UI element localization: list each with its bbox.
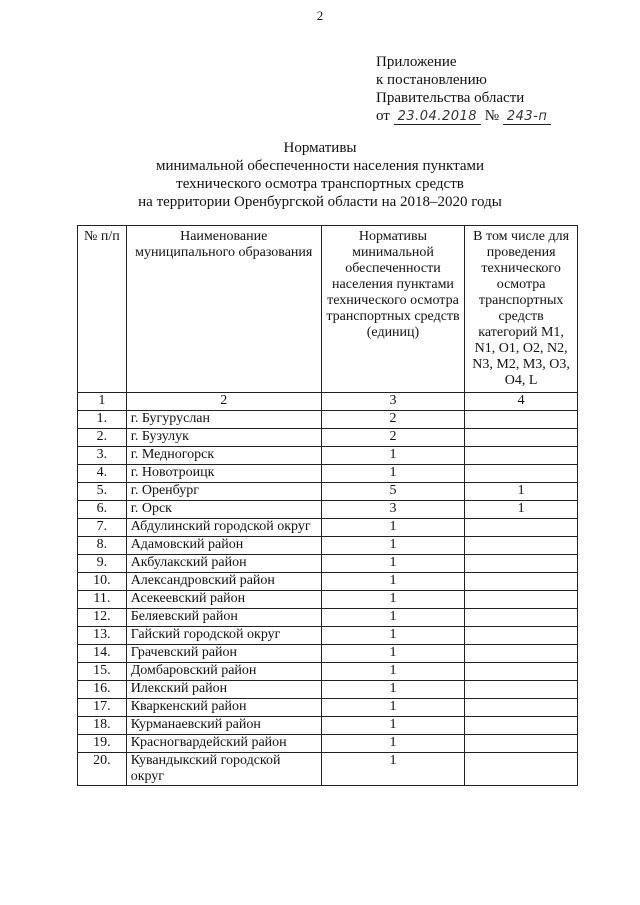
municipality-name: г. Новотроицк [126, 465, 321, 483]
handwritten-number: 243-п [503, 109, 552, 125]
table-row [78, 555, 578, 573]
table-row [78, 663, 578, 681]
included-value [465, 753, 578, 786]
row-number: 2. [78, 429, 127, 447]
municipality-name: Александровский район [126, 573, 321, 591]
municipality-name: Гайский городской округ [126, 627, 321, 645]
row-number: 9. [78, 555, 127, 573]
document-title [0, 139, 640, 211]
municipality-name: Курманаевский район [126, 717, 321, 735]
included-value [465, 663, 578, 681]
table-row [78, 537, 578, 555]
norm-value: 1 [321, 645, 464, 663]
row-number: 20. [78, 753, 127, 786]
row-number: 19. [78, 735, 127, 753]
table-row [78, 429, 578, 447]
municipality-name: Кувандыкский городской округ [126, 753, 321, 786]
table-row [78, 681, 578, 699]
municipality-name: г. Медногорск [126, 447, 321, 465]
appendix-line-1: Приложение [376, 54, 457, 70]
appendix-line-3: Правительства области [376, 90, 525, 106]
column-number: 1 [78, 393, 127, 411]
municipality-name: Красногвардейский район [126, 735, 321, 753]
table-row [78, 753, 578, 786]
title-line-4: на территории Оренбургской области на 2018–2020 годы [138, 194, 502, 210]
header-including: В том числе для проведения технического осмотра транспортных средств категорий M1, N1, O1, O2, N2, N3, M2, M3, O3, O4, L [465, 226, 578, 393]
included-value [465, 429, 578, 447]
norm-value: 1 [321, 681, 464, 699]
table-row [78, 465, 578, 483]
row-number: 5. [78, 483, 127, 501]
norm-value: 1 [321, 465, 464, 483]
municipality-name: г. Оренбург [126, 483, 321, 501]
column-number-row [78, 393, 578, 411]
norm-value: 1 [321, 519, 464, 537]
table-row [78, 627, 578, 645]
included-value [465, 555, 578, 573]
column-number: 2 [126, 393, 321, 411]
included-value: 1 [465, 501, 578, 519]
table-row [78, 735, 578, 753]
included-value [465, 717, 578, 735]
row-number: 1. [78, 411, 127, 429]
title-line-1: Нормативы [283, 140, 357, 156]
row-number: 15. [78, 663, 127, 681]
norm-value: 1 [321, 573, 464, 591]
norm-value: 2 [321, 411, 464, 429]
included-value [465, 411, 578, 429]
municipality-name: г. Бузулук [126, 429, 321, 447]
table-row [78, 411, 578, 429]
row-number: 10. [78, 573, 127, 591]
row-number: 17. [78, 699, 127, 717]
column-number: 3 [321, 393, 464, 411]
included-value [465, 627, 578, 645]
municipality-name: г. Орск [126, 501, 321, 519]
row-number: 3. [78, 447, 127, 465]
table-row [78, 573, 578, 591]
norm-value: 2 [321, 429, 464, 447]
included-value [465, 519, 578, 537]
municipality-name: Домбаровский район [126, 663, 321, 681]
included-value [465, 645, 578, 663]
row-number: 11. [78, 591, 127, 609]
norm-value: 1 [321, 663, 464, 681]
norm-value: 3 [321, 501, 464, 519]
table-row [78, 501, 578, 519]
row-number: 7. [78, 519, 127, 537]
municipality-name: Акбулакский район [126, 555, 321, 573]
header-name: Наименование муниципального образования [126, 226, 321, 393]
column-number: 4 [465, 393, 578, 411]
number-sign: № [484, 108, 500, 124]
norm-value: 1 [321, 537, 464, 555]
header-number: № п/п [78, 226, 127, 393]
table-row [78, 519, 578, 537]
municipality-name: Беляевский район [126, 609, 321, 627]
norm-value: 1 [321, 699, 464, 717]
norm-value: 1 [321, 735, 464, 753]
included-value [465, 465, 578, 483]
norm-value: 1 [321, 753, 464, 786]
included-value: 1 [465, 483, 578, 501]
table-row [78, 645, 578, 663]
row-number: 8. [78, 537, 127, 555]
municipality-name: Асекеевский район [126, 591, 321, 609]
table-header-row [78, 226, 578, 393]
norm-value: 5 [321, 483, 464, 501]
appendix-block [376, 53, 551, 126]
row-number: 12. [78, 609, 127, 627]
included-value [465, 681, 578, 699]
handwritten-date: 23.04.2018 [394, 109, 481, 125]
included-value [465, 573, 578, 591]
row-number: 18. [78, 717, 127, 735]
included-value [465, 447, 578, 465]
table-row [78, 699, 578, 717]
title-line-2: минимальной обеспеченности населения пунктами [155, 158, 485, 174]
municipality-name: Абдулинский городской округ [126, 519, 321, 537]
municipality-name: Илекский район [126, 681, 321, 699]
table-row [78, 591, 578, 609]
date-prefix: от [376, 108, 390, 124]
norm-value: 1 [321, 717, 464, 735]
appendix-line-2: к постановлению [376, 72, 487, 88]
norm-value: 1 [321, 591, 464, 609]
page-number: 2 [316, 8, 324, 23]
row-number: 4. [78, 465, 127, 483]
included-value [465, 609, 578, 627]
appendix-date-line [376, 107, 551, 126]
table-row [78, 717, 578, 735]
norm-value: 1 [321, 555, 464, 573]
row-number: 6. [78, 501, 127, 519]
row-number: 14. [78, 645, 127, 663]
table-row [78, 609, 578, 627]
included-value [465, 699, 578, 717]
norm-value: 1 [321, 609, 464, 627]
title-line-3: технического осмотра транспортных средств [176, 176, 464, 192]
municipality-name: Кваркенский район [126, 699, 321, 717]
included-value [465, 735, 578, 753]
municipality-name: г. Бугуруслан [126, 411, 321, 429]
included-value [465, 591, 578, 609]
header-norm: Нормативы минимальной обеспеченности населения пунктами технического осмотра транспортных средств (единиц) [321, 226, 464, 393]
row-number: 16. [78, 681, 127, 699]
municipality-name: Адамовский район [126, 537, 321, 555]
table-row [78, 483, 578, 501]
row-number: 13. [78, 627, 127, 645]
norm-value: 1 [321, 447, 464, 465]
norm-value: 1 [321, 627, 464, 645]
municipality-name: Грачевский район [126, 645, 321, 663]
included-value [465, 537, 578, 555]
norms-table [77, 225, 578, 786]
table-row [78, 447, 578, 465]
